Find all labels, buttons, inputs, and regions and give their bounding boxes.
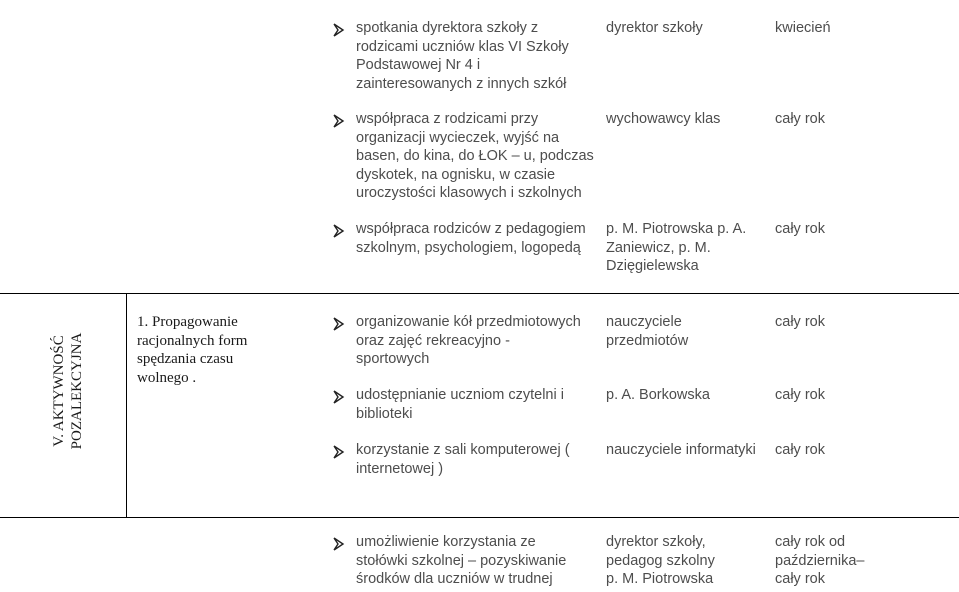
- arrow-bullet-icon: [333, 390, 345, 404]
- activity-text: korzystanie z sali komputerowej ( internetowej ): [356, 442, 570, 477]
- responsible-cell: [606, 110, 766, 129]
- responsible-text: nauczyciele przedmiotów: [606, 314, 689, 349]
- activity-cell: [356, 533, 581, 589]
- term-cell: [775, 313, 955, 332]
- activity-cell: [356, 220, 596, 257]
- term-cell: [775, 19, 955, 38]
- table-rule-v1: [126, 294, 127, 517]
- table-rule-h1: [0, 293, 959, 294]
- goal-cell: [137, 313, 257, 387]
- responsible-cell: [606, 220, 766, 276]
- table-rule-h2: [0, 517, 959, 518]
- activity-cell: [356, 19, 596, 93]
- term-text: cały rok: [775, 221, 825, 237]
- activity-text: udostępnianie uczniom czytelni i biblioteki: [356, 387, 564, 422]
- responsible-cell: [606, 386, 766, 405]
- term-cell: [775, 110, 955, 129]
- responsible-text: dyrektor szkoły: [606, 20, 703, 36]
- term-text: cały rok: [775, 111, 825, 127]
- arrow-bullet-icon: [333, 317, 345, 331]
- term-text: kwiecień: [775, 20, 831, 36]
- responsible-text: nauczyciele informatyki: [606, 442, 756, 458]
- term-text: cały rok od października– cały rok: [775, 534, 865, 587]
- term-cell: [775, 220, 955, 239]
- responsible-cell: [606, 441, 776, 460]
- responsible-cell: [606, 313, 736, 350]
- arrow-bullet-icon: [333, 537, 345, 551]
- activity-text: spotkania dyrektora szkoły z rodzicami uczniów klas VI Szkoły Podstawowej Nr 4 i zainteresowanych z innych szkół: [356, 20, 569, 92]
- responsible-text: dyrektor szkoły, pedagog szkolny p. M. Piotrowska: [606, 534, 715, 587]
- arrow-bullet-icon: [333, 224, 345, 238]
- arrow-bullet-icon: [333, 114, 345, 128]
- activity-text: współpraca z rodzicami przy organizacji wycieczek, wyjść na basen, do kina, do ŁOK – u, podczas dyskotek, na ognisku, w czasie uroczystości klasowych i szkolnych: [356, 111, 594, 201]
- responsible-text: p. A. Borkowska: [606, 387, 710, 403]
- arrow-bullet-icon: [333, 23, 345, 37]
- activity-cell: [356, 313, 581, 369]
- goal-text: 1. Propagowanie racjonalnych form spędzania czasu wolnego .: [137, 314, 248, 386]
- term-cell: [775, 533, 890, 589]
- arrow-bullet-icon: [333, 445, 345, 459]
- term-cell: [775, 441, 955, 460]
- section-label-text: V. AKTYWNOŚĆ POZALEKCYJNA: [51, 332, 85, 450]
- responsible-text: p. M. Piotrowska p. A. Zaniewicz, p. M. Dzięgielewska: [606, 221, 747, 274]
- activity-text: współpraca rodziców z pedagogiem szkolnym, psychologiem, logopedą: [356, 221, 586, 256]
- responsible-text: wychowawcy klas: [606, 111, 721, 127]
- term-text: cały rok: [775, 387, 825, 403]
- activity-text: organizowanie kół przedmiotowych oraz zajęć rekreacyjno - sportowych: [356, 314, 581, 367]
- activity-cell: [356, 441, 581, 478]
- responsible-cell: [606, 19, 766, 38]
- activity-cell: [356, 110, 596, 203]
- responsible-cell: [606, 533, 726, 589]
- term-cell: [775, 386, 955, 405]
- activity-text: umożliwienie korzystania ze stołówki szkolnej – pozyskiwanie środków dla uczniów w trudnej: [356, 534, 567, 587]
- section-label: [48, 307, 88, 475]
- term-text: cały rok: [775, 442, 825, 458]
- term-text: cały rok: [775, 314, 825, 330]
- activity-cell: [356, 386, 581, 423]
